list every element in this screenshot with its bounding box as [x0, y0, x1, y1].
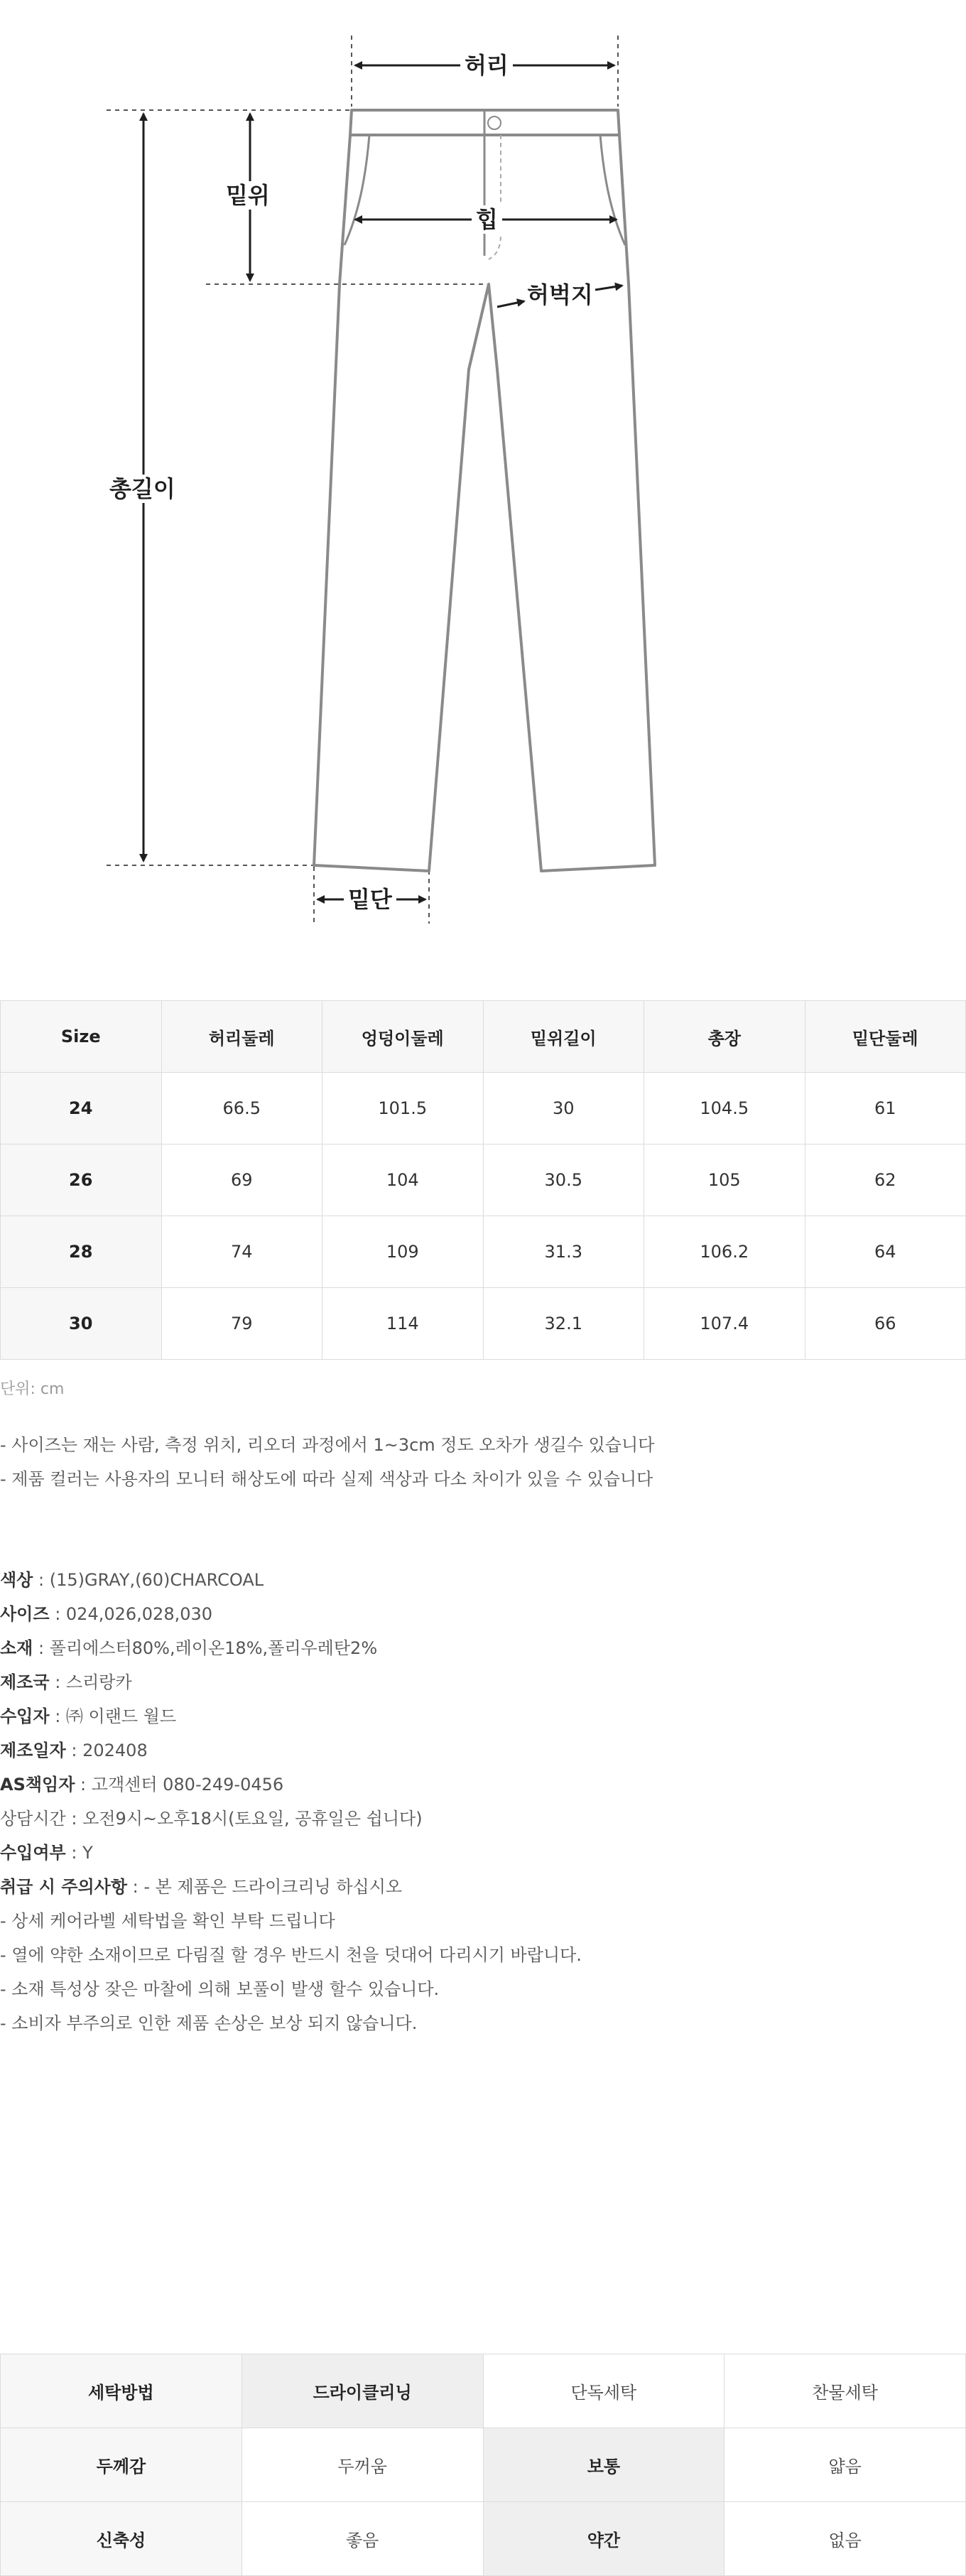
header-waist: 허리둘레: [161, 1001, 322, 1073]
care-option: 찬물세탁: [724, 2354, 966, 2428]
size-table-header-row: [1, 1001, 966, 1073]
unit-note: 단위: cm: [0, 1380, 65, 1398]
care-head: 세탁방법: [1, 2354, 242, 2428]
rise-label: 밑위: [222, 181, 274, 210]
header-rise: 밑위길이: [483, 1001, 644, 1073]
header-hip: 엉덩이둘레: [322, 1001, 484, 1073]
info-caution: 취급 시 주의사항 : - 본 제품은 드라이크리닝 하십시오: [0, 1877, 403, 1897]
info-material: 소재 : 폴리에스터80%,레이온18%,폴리우레탄2%: [0, 1638, 378, 1658]
header-total-length: 총장: [644, 1001, 805, 1073]
table-cell: 104.5: [644, 1073, 805, 1144]
info-importer: 수입자 : ㈜ 이랜드 월드: [0, 1706, 177, 1726]
table-cell: 66: [805, 1288, 966, 1360]
table-cell: 66.5: [161, 1073, 322, 1144]
product-info: [0, 1563, 582, 2040]
care-head: 신축성: [1, 2502, 242, 2576]
table-cell: 101.5: [322, 1073, 484, 1144]
info-imported: 수입여부 : Y: [0, 1843, 93, 1863]
care-row-stretch: [1, 2502, 966, 2576]
header-hem: 밑단둘레: [805, 1001, 966, 1073]
table-cell: 74: [161, 1216, 322, 1288]
table-cell: 109: [322, 1216, 484, 1288]
care-option: 없음: [724, 2502, 966, 2576]
caution-line: - 열에 약한 소재이므로 다림질 할 경우 반드시 천을 덧대어 다리시기 바랍니다.: [0, 1945, 582, 1965]
size-table: [0, 1000, 966, 1360]
table-cell: 104: [322, 1144, 484, 1216]
table-cell: 61: [805, 1073, 966, 1144]
table-row: [1, 1073, 966, 1144]
table-cell: 30: [483, 1073, 644, 1144]
care-option: 단독세탁: [483, 2354, 724, 2428]
care-option: 좋음: [242, 2502, 483, 2576]
table-cell: 32.1: [483, 1288, 644, 1360]
care-option-selected: 드라이클리닝: [242, 2354, 483, 2428]
care-table: [0, 2354, 966, 2576]
pants-measurement-diagram: [0, 0, 966, 952]
hip-label: 힙: [472, 205, 502, 234]
care-row-thickness: [1, 2428, 966, 2502]
thigh-label: 허벅지: [527, 281, 593, 308]
note-line: - 제품 컬러는 사용자의 모니터 해상도에 따라 실제 색상과 다소 차이가 있을 수 있습니다: [0, 1469, 653, 1489]
info-size: 사이즈 : 024,026,028,030: [0, 1604, 213, 1624]
table-cell: 105: [644, 1144, 805, 1216]
size-cell: 24: [1, 1073, 162, 1144]
table-cell: 30.5: [483, 1144, 644, 1216]
care-head: 두께감: [1, 2428, 242, 2502]
table-cell: 107.4: [644, 1288, 805, 1360]
note-line: - 사이즈는 재는 사람, 측정 위치, 리오더 과정에서 1~3cm 정도 오차가 생길수 있습니다: [0, 1435, 655, 1455]
table-cell: 106.2: [644, 1216, 805, 1288]
table-cell: 69: [161, 1144, 322, 1216]
size-cell: 28: [1, 1216, 162, 1288]
care-option: 얇음: [724, 2428, 966, 2502]
table-row: [1, 1288, 966, 1360]
info-hours: 상담시간 : 오전9시~오후18시(토요일, 공휴일은 쉽니다): [0, 1809, 423, 1829]
table-cell: 62: [805, 1144, 966, 1216]
header-size: Size: [1, 1001, 162, 1073]
care-option-selected: 약간: [483, 2502, 724, 2576]
size-notes: [0, 1428, 654, 1496]
hem-label: 밑단: [344, 885, 396, 914]
size-cell: 26: [1, 1144, 162, 1216]
table-cell: 79: [161, 1288, 322, 1360]
size-cell: 30: [1, 1288, 162, 1360]
table-row: [1, 1144, 966, 1216]
table-cell: 64: [805, 1216, 966, 1288]
table-cell: 31.3: [483, 1216, 644, 1288]
info-origin: 제조국 : 스리랑카: [0, 1672, 132, 1692]
waist-label: 허리: [460, 51, 513, 80]
care-row-washing: [1, 2354, 966, 2428]
table-row: [1, 1216, 966, 1288]
caution-line: - 소비자 부주의로 인한 제품 손상은 보상 되지 않습니다.: [0, 2013, 418, 2033]
care-option: 두꺼움: [242, 2428, 483, 2502]
caution-line: - 소재 특성상 잦은 마찰에 의해 보풀이 발생 할수 있습니다.: [0, 1979, 440, 1999]
info-mfg-date: 제조일자 : 202408: [0, 1741, 148, 1760]
table-cell: 114: [322, 1288, 484, 1360]
total-length-label: 총길이: [105, 475, 180, 503]
caution-line: - 상세 케어라벨 세탁법을 확인 부탁 드립니다: [0, 1911, 335, 1931]
info-as-manager: AS책임자 : 고객센터 080-249-0456: [0, 1775, 284, 1795]
info-color: 색상 : (15)GRAY,(60)CHARCOAL: [0, 1570, 264, 1590]
care-option-selected: 보통: [483, 2428, 724, 2502]
